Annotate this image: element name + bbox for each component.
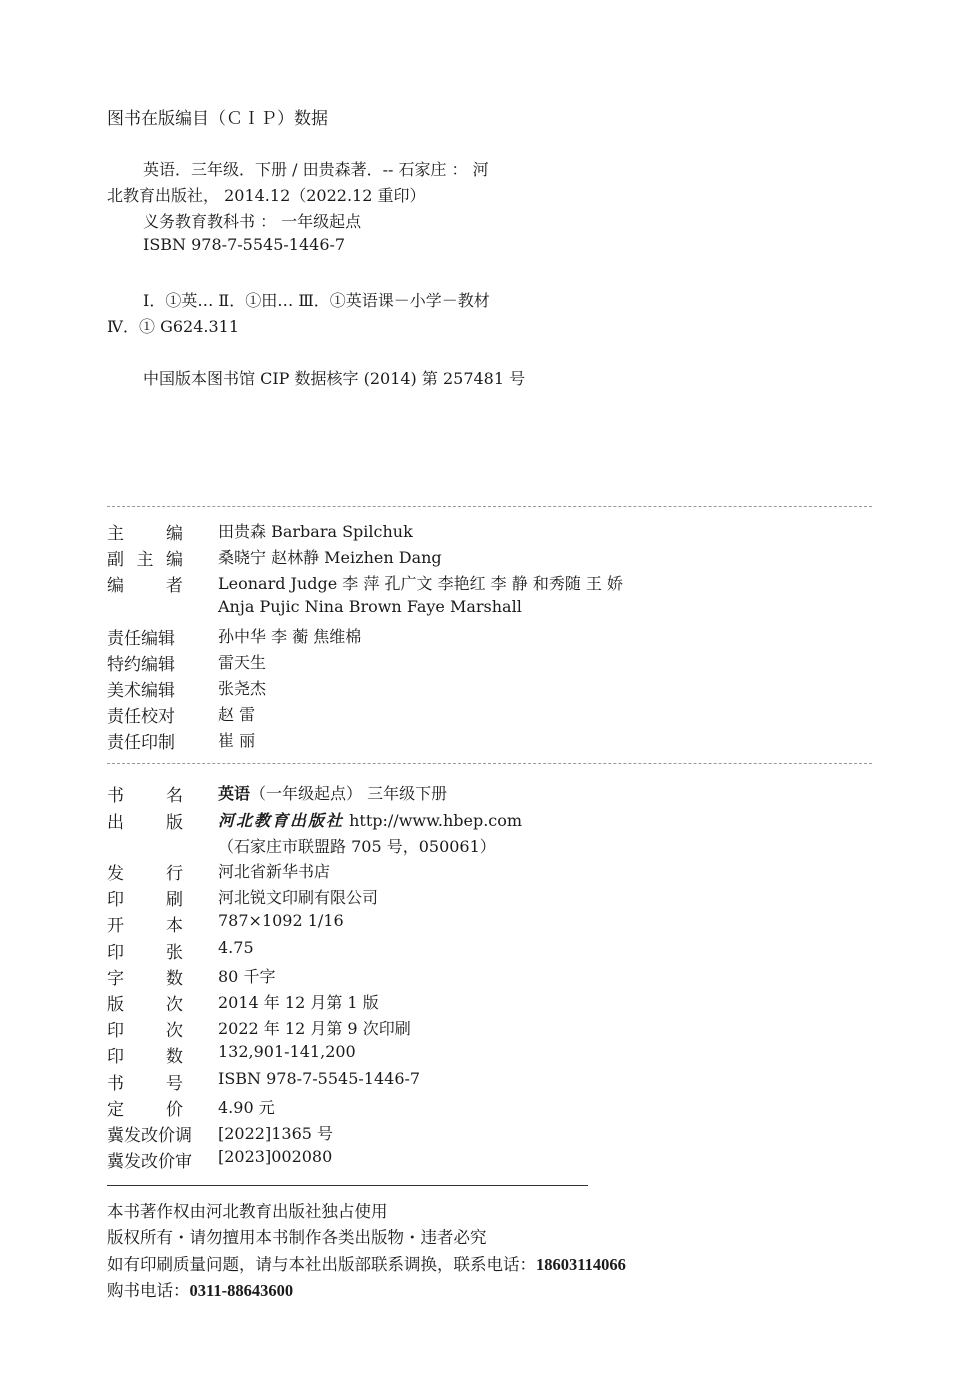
copyright-line-1: 本书著作权由河北教育出版社独占使用 bbox=[107, 1202, 388, 1221]
value-format: 787×1092 1/16 bbox=[218, 911, 344, 930]
label-sheets: 印 张 bbox=[107, 943, 183, 963]
value-print-supervisor: 崔 丽 bbox=[218, 731, 256, 750]
label-price-review: 冀发改价审 bbox=[107, 1152, 192, 1172]
label-deputy-editor: 副 主 编 bbox=[107, 550, 183, 570]
label-publisher: 出 版 bbox=[107, 813, 183, 833]
value-responsible-editor: 孙中华 李 蘅 焦维棉 bbox=[218, 627, 362, 646]
order-phone-number: 0311-88643600 bbox=[189, 1281, 294, 1300]
publisher-url: http://www.hbep.com bbox=[349, 811, 523, 830]
value-deputy-editor: 桑晓宁 赵林静 Meizhen Dang bbox=[218, 548, 442, 567]
value-word-count: 80 千字 bbox=[218, 967, 276, 986]
value-chief-editor: 田贵森 Barbara Spilchuk bbox=[218, 522, 413, 541]
quality-contact-text: 如有印刷质量问题，请与本社出版部联系调换，联系电话： bbox=[107, 1255, 536, 1274]
label-printer: 印 刷 bbox=[107, 890, 183, 910]
value-isbn: ISBN 978-7-5545-1446-7 bbox=[218, 1069, 421, 1088]
cip-line-1: 英语．三年级．下册 / 田贵森著．-- 石家庄 ： 河 bbox=[143, 160, 489, 179]
label-distributor: 发 行 bbox=[107, 864, 183, 884]
value-special-editor: 雷天生 bbox=[218, 653, 267, 672]
value-proofreader: 赵 雷 bbox=[218, 705, 256, 724]
cip-line-5: Ⅰ．①英… Ⅱ．①田… Ⅲ．①英语课－小学－教材 bbox=[143, 291, 490, 310]
order-phone-line bbox=[107, 1277, 293, 1301]
cip-title: 图书在版编目（ＣＩＰ）数据 bbox=[107, 109, 328, 129]
divider-2 bbox=[107, 763, 872, 764]
value-print-run: 132,901-141,200 bbox=[218, 1042, 356, 1061]
value-authors-line-1: Leonard Judge 李 萍 孔广文 李艳红 李 静 和秀随 王 娇 bbox=[218, 574, 623, 593]
book-name-bold: 英语 bbox=[218, 784, 251, 803]
label-impression: 印 次 bbox=[107, 1021, 183, 1041]
value-distributor: 河北省新华书店 bbox=[218, 862, 331, 881]
cip-line-4: ISBN 978-7-5545-1446-7 bbox=[143, 235, 346, 254]
book-name-rest: （一年级起点） 三年级下册 bbox=[250, 784, 448, 803]
cip-line-2: 北教育出版社， 2014.12（2022.12 重印） bbox=[107, 186, 426, 205]
cip-line-6: Ⅳ．① G624.311 bbox=[107, 317, 240, 336]
value-sheets: 4.75 bbox=[218, 938, 254, 957]
value-impression: 2022 年 12 月第 9 次印刷 bbox=[218, 1019, 411, 1038]
footer-rule bbox=[107, 1185, 588, 1186]
value-printer: 河北锐文印刷有限公司 bbox=[218, 888, 379, 907]
value-price-review: [2023]002080 bbox=[218, 1147, 333, 1166]
value-publisher-address: （石家庄市联盟路 705 号，050061） bbox=[218, 837, 496, 856]
label-isbn: 书 号 bbox=[107, 1074, 183, 1094]
cip-line-3: 义务教育教科书 ： 一年级起点 bbox=[143, 212, 362, 231]
label-format: 开 本 bbox=[107, 916, 183, 936]
label-print-supervisor: 责任印制 bbox=[107, 733, 175, 753]
quality-contact-phone: 18603114066 bbox=[536, 1255, 626, 1274]
copyright-line-2: 版权所有・请勿擅用本书制作各类出版物・违者必究 bbox=[107, 1228, 487, 1247]
label-print-run: 印 数 bbox=[107, 1047, 183, 1067]
label-edition: 版 次 bbox=[107, 995, 183, 1015]
value-publisher bbox=[218, 808, 522, 831]
publisher-logo: 河北教育出版社 bbox=[218, 811, 345, 830]
quality-contact-line bbox=[107, 1251, 626, 1275]
label-price: 定 价 bbox=[107, 1100, 183, 1120]
label-responsible-editor: 责任编辑 bbox=[107, 629, 175, 649]
value-price: 4.90 元 bbox=[218, 1098, 275, 1117]
value-price-adjust: [2022]1365 号 bbox=[218, 1124, 334, 1143]
label-price-adjust: 冀发改价调 bbox=[107, 1126, 192, 1146]
cip-line-7: 中国版本图书馆 CIP 数据核字 (2014) 第 257481 号 bbox=[143, 369, 526, 388]
label-proofreader: 责任校对 bbox=[107, 707, 175, 727]
value-art-editor: 张尧杰 bbox=[218, 679, 267, 698]
value-edition: 2014 年 12 月第 1 版 bbox=[218, 993, 379, 1012]
value-authors-line-2: Anja Pujic Nina Brown Faye Marshall bbox=[218, 597, 522, 616]
label-art-editor: 美术编辑 bbox=[107, 681, 175, 701]
label-book-name: 书 名 bbox=[107, 786, 183, 806]
label-special-editor: 特约编辑 bbox=[107, 655, 175, 675]
value-book-name bbox=[218, 781, 447, 804]
label-word-count: 字 数 bbox=[107, 969, 183, 989]
label-chief-editor: 主 编 bbox=[107, 524, 183, 544]
label-authors: 编 者 bbox=[107, 576, 183, 596]
divider-1 bbox=[107, 506, 872, 507]
order-phone-text: 购书电话： bbox=[107, 1281, 190, 1300]
